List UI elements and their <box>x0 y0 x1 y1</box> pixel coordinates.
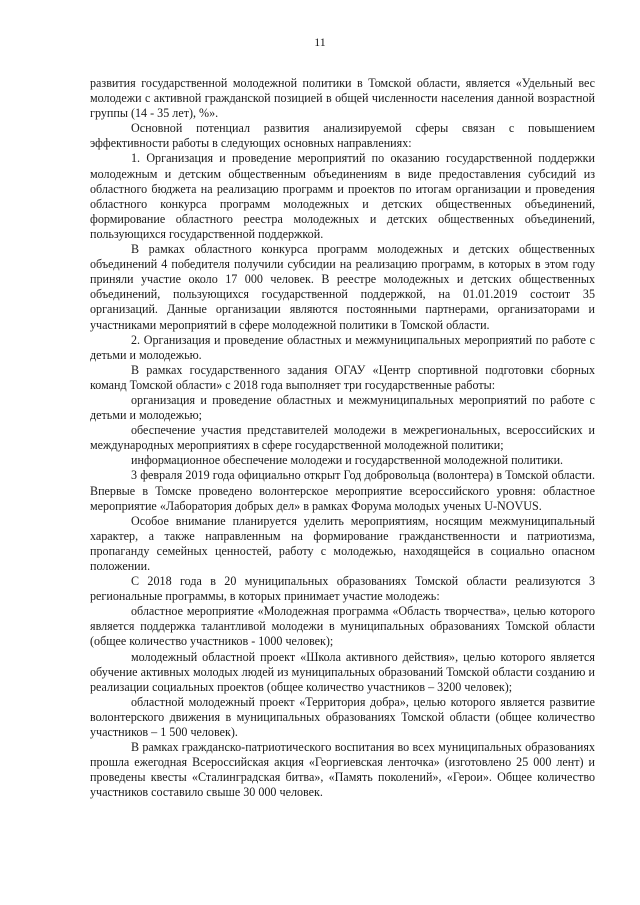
paragraph-sub-item: информационное обеспечение молодежи и государственной молодежной политики. <box>131 453 564 468</box>
paragraph-sub-item: областной молодежный проект «Территория добра», целью которого является развитие волонтерского движения в муниципальных образованиях Томской области (общее количество участников – 1 500 человек). <box>90 694 595 740</box>
paragraph: С 2018 года в 20 муниципальных образованиях Томской области реализуются 3 региональные программы, в которых принимает участие молодежь: <box>90 574 595 604</box>
paragraph: В рамках государственного задания ОГАУ «Центр спортивной подготовки сборных команд Томской области» с 2018 года выполняет три государственные работы: <box>90 362 595 392</box>
paragraph-sub-item: молодежный областной проект «Школа активного действия», целью которого является обучение активных молодых людей из муниципальных образований Томской области созданию и реализации социальных проектов (общее количество участников – 3200 человек); <box>90 649 595 694</box>
document-body <box>90 76 595 801</box>
paragraph-list-item-1: 1. Организация и проведение мероприятий по оказанию государственной поддержки молодежным и детским общественным объединениям в виде предоставления субсидий из областного бюджета на реализацию программ и проектов по итогам организации и проведения областного конкурса программ молодежных и детских общественных объединений, формирование областного реестра молодежных и детских общественных объединений, пользующихся государственной поддержкой. <box>90 151 595 241</box>
paragraph: В рамках областного конкурса программ молодежных и детских общественных объединений 4 победителя получили субсидии на реализацию программ, в которых в этом году приняли участие около 17 000 человек. В реестре молодежных и детских общественных объединений, пользующихся государственной поддержкой, на 01.01.2019 состоит 35 организаций. Данные организации являются постоянными партнерами, организаторами и участниками мероприятий в сфере молодежной политики в Томской области. <box>90 242 595 332</box>
paragraph-list-item-2: 2. Организация и проведение областных и межмуниципальных мероприятий по работе с детьми и молодежью. <box>90 332 595 362</box>
paragraph: В рамках гражданско-патриотического воспитания во всех муниципальных образованиях прошла ежегодная Всероссийская акция «Георгиевская ленточка» (изготовлено 25 000 лент) и проведены квесты «Сталинградская битва», «Память поколений», «Герои». Общее количество участников составило свыше 30 000 человек. <box>90 740 595 800</box>
paragraph: Особое внимание планируется уделить мероприятиям, носящим межмуниципальный характер, а также направленным на формирование гражданственности и патриотизма, пропаганду семейных ценностей, работу с молодежью, находящейся в социально опасном положении. <box>90 513 595 573</box>
paragraph: Основной потенциал развития анализируемой сферы связан с повышением эффективности работы в следующих основных направлениях: <box>90 121 595 151</box>
paragraph-list-item-3: 3 февраля 2019 года официально открыт Год добровольца (волонтера) в Томской области. Впервые в Томске проведено волонтерское мероприятие всероссийского уровня: областное мероприятие «Лаборатория добрых дел» в рамках Форума молодых ученых U-NOVUS. <box>90 468 595 513</box>
paragraph-sub-item: организация и проведение областных и межмуниципальных мероприятий по работе с детьми и молодежью; <box>90 392 595 423</box>
paragraph-sub-item: областное мероприятие «Молодежная программа «Область творчества», целью которого является поддержка талантливой молодежи в муниципальных образованиях Томской области (общее количество участников - 1000 человек); <box>90 604 595 649</box>
page-number: 11 <box>314 35 326 49</box>
paragraph-continuation: развития государственной молодежной политики в Томской области, является «Удельный вес молодежи с активной гражданской позицией в общей численности населения данной возрастной группы (14 - 35 лет), %». <box>90 76 595 121</box>
paragraph-sub-item: обеспечение участия представителей молодежи в межрегиональных, всероссийских и международных мероприятиях в сфере государственной молодежной политики; <box>90 423 595 453</box>
